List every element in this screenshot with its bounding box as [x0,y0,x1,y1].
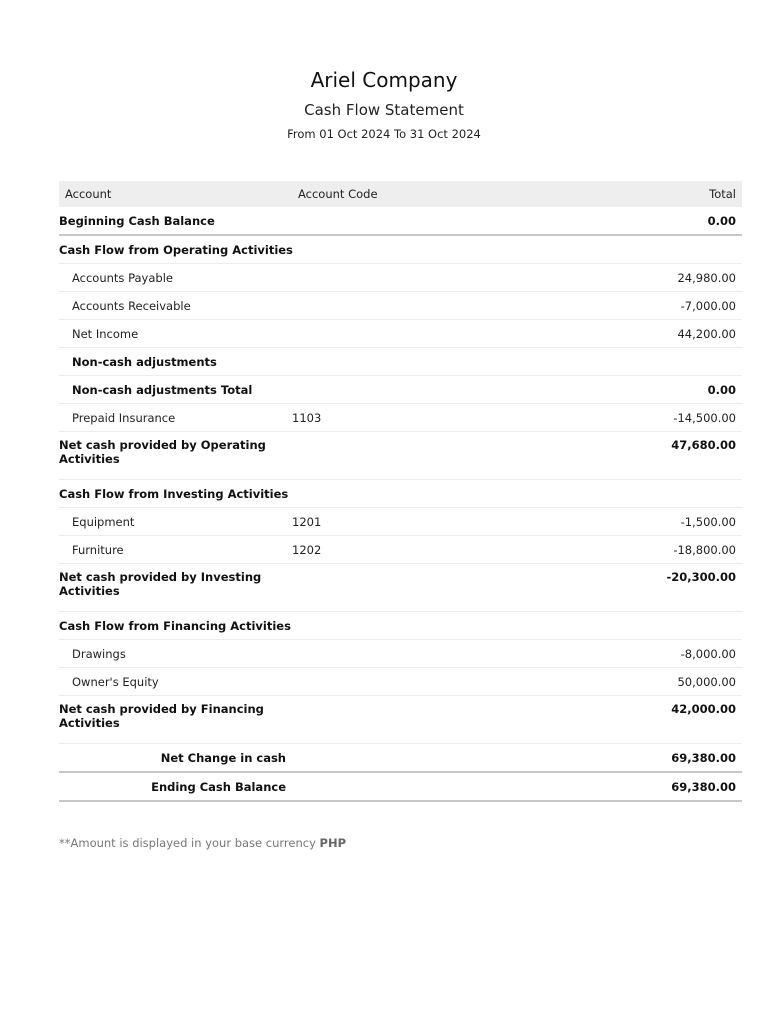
row-label-net-operating: Net cash provided by Operating Activities [59,432,292,480]
section-heading-operating [59,235,742,264]
section-heading-label: Cash Flow from Operating Activities [59,235,742,264]
account-link-accounts-receivable[interactable]: Accounts Receivable [59,292,292,320]
row-total: 47,680.00 [517,432,742,480]
report-title: Cash Flow Statement [304,101,464,119]
row-total: 0.00 [517,376,742,404]
column-header-total[interactable]: Total [517,181,742,207]
report-period: From 01 Oct 2024 To 31 Oct 2024 [287,127,481,141]
row-code [292,696,517,744]
row-code [292,292,517,320]
base-currency: PHP [319,836,347,850]
table-row [59,744,742,773]
row-code [292,207,517,235]
column-header-account[interactable]: Account [59,181,292,207]
row-total[interactable]: -8,000.00 [517,640,742,668]
table-row [59,207,742,235]
table-row [59,404,742,432]
section-heading-financing [59,612,742,640]
table-row [59,640,742,668]
table-row [59,696,742,744]
footnote-text: **Amount is displayed in your base currency [59,836,320,850]
row-code: 1103 [292,404,517,432]
table-row [59,668,742,696]
row-label-ending-cash: Ending Cash Balance [59,772,292,801]
row-total[interactable]: -7,000.00 [517,292,742,320]
column-header-account-code[interactable]: Account Code [292,181,517,207]
cash-flow-table [59,181,742,802]
report-header [0,66,768,142]
currency-footnote [59,836,346,850]
table-header-row [59,181,742,207]
account-link-furniture[interactable]: Furniture [59,536,292,564]
table-row [59,772,742,801]
table-row [59,264,742,292]
table-row [59,564,742,612]
row-total[interactable]: 44,200.00 [517,320,742,348]
table-row [59,432,742,480]
row-total[interactable]: -1,500.00 [517,508,742,536]
row-code [292,640,517,668]
section-heading-label: Cash Flow from Financing Activities [59,612,742,640]
account-link-drawings[interactable]: Drawings [59,640,292,668]
account-link-prepaid-insurance[interactable]: Prepaid Insurance [59,404,292,432]
row-total[interactable]: -14,500.00 [517,404,742,432]
row-total[interactable]: -18,800.00 [517,536,742,564]
account-link-accounts-payable[interactable]: Accounts Payable [59,264,292,292]
row-total[interactable]: 50,000.00 [517,668,742,696]
table-row [59,508,742,536]
row-code [292,320,517,348]
table-row [59,536,742,564]
section-heading-label: Cash Flow from Investing Activities [59,480,742,508]
row-total-ending-cash: 69,380.00 [517,772,742,801]
row-label-net-investing: Net cash provided by Investing Activities [59,564,292,612]
row-total-net-change: 69,380.00 [517,744,742,773]
row-label-net-financing: Net cash provided by Financing Activities [59,696,292,744]
row-code [292,264,517,292]
row-total[interactable]: 24,980.00 [517,264,742,292]
row-total: 42,000.00 [517,696,742,744]
row-code [292,432,517,480]
section-heading-label: Non-cash adjustments [59,348,742,376]
section-heading-noncash [59,348,742,376]
row-total-beginning-cash: 0.00 [517,207,742,235]
row-code [292,668,517,696]
row-code [292,744,517,773]
company-name: Ariel Company [310,68,458,92]
row-code: 1202 [292,536,517,564]
table-row [59,320,742,348]
account-link-owners-equity[interactable]: Owner's Equity [59,668,292,696]
row-label-noncash-total: Non-cash adjustments Total [59,376,292,404]
table-row [59,376,742,404]
account-link-equipment[interactable]: Equipment [59,508,292,536]
account-link-net-income[interactable]: Net Income [59,320,292,348]
row-total: -20,300.00 [517,564,742,612]
row-label-beginning-cash: Beginning Cash Balance [59,207,292,235]
row-code: 1201 [292,508,517,536]
row-code [292,376,517,404]
row-label-net-change: Net Change in cash [59,744,292,773]
row-code [292,772,517,801]
row-code [292,564,517,612]
table-row [59,292,742,320]
section-heading-investing [59,480,742,508]
